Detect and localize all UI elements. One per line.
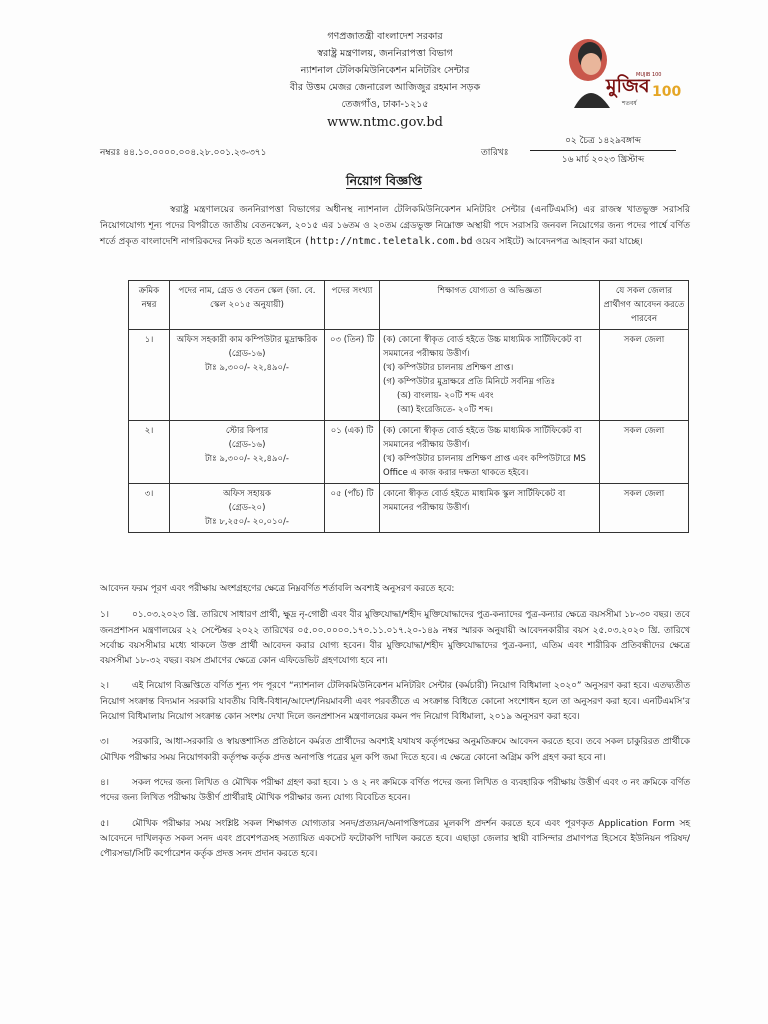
- city-line: তেজগাঁও, ঢাকা-১২১৫: [341, 99, 429, 110]
- condition-text: ০১.০৩.২০২৩ খ্রি. তারিখে সাধারণ প্রার্থী, ক্ষুদ্র নৃ-গোষ্ঠী এবং বীর মুক্তিযোদ্ধা/শহীদ মুক্তিযোদ্ধাদের পুত্র-কন্যাদের পুত্র-কন্যার ক্ষেত্রে বয়সসীমা ১৮-৩০ বছর। তবে জনপ্রশাসন মন্ত্রণালয়ের ২২ সেপ্টেম্বর ২০২২ তারিখের ০৫.০০.০০০০.১৭০.১১.০১৭.২০-১৪৯ নম্বর স্মারক অনুযায়ী আবেদনকারীর বয়স ২৫.০৩.২০২০ খ্রি. তারিখে সর্বোচ্চ বয়সসীমার মধ্যে থাকলে উক্ত প্রার্থী আবেদন করার যোগ্য হবেন। বীর মুক্তিযোদ্ধা/শহীদ মুক্তিযোদ্ধাদের পুত্র-কন্যা, এতিম এবং শারীরিক প্রতিবন্ধীদের ক্ষেত্রে বয়সসীমা ১৮-৩২ বছর। বয়স প্রমাণের ক্ষেত্রে কোন এফিডেভিট গ্রহণযোগ্য হবে না।: [100, 610, 690, 667]
- intro-tail: ওয়েব সাইটে) আবেদনপত্র আহবান করা যাচ্ছে।: [475, 237, 643, 247]
- row-districts: সকল জেলা: [600, 421, 689, 484]
- condition-item: [100, 608, 690, 669]
- condition-text: সরকারি, আধা-সরকারি ও স্বায়ত্তশাসিত প্রতিষ্ঠানে কর্মরত প্রার্থীদের অবশ্যই যথাযথ কর্তৃপক্ষের অনুমতিক্রমে আবেদন করতে হবে। তবে সকল চাকুরিরত প্রার্থীকে মৌখিক পরীক্ষার সময় নিয়োগকারী কর্তৃপক্ষ কর্তৃক প্রদত্ত অনাপত্তি পত্রের মূল কপি জমা দিতে হবে। এ ক্ষেত্রে কোনো অগ্রিম কপি গ্রহণ করা হবে না।: [100, 737, 690, 763]
- date-block: [530, 132, 676, 169]
- header-districts: যে সকল জেলার প্রার্থীগণ আবেদন করতে পারবেন: [600, 281, 689, 330]
- date-gregorian: ১৬ মার্চ ২০২৩ খ্রিস্টাব্দ: [530, 150, 676, 169]
- conditions-section: [100, 582, 690, 872]
- notice-title-text: নিয়োগ বিজ্ঞপ্তি: [346, 173, 422, 188]
- table-row: [129, 484, 689, 533]
- condition-item: [100, 817, 690, 863]
- qual-item: (গ) কম্পিউটার মুদ্রাক্ষরে প্রতি মিনিটে সর্বনিম্ন গতিঃ: [383, 377, 556, 387]
- condition-number: ৩।: [100, 737, 109, 748]
- logo-badge: MUJIB 100: [636, 72, 662, 78]
- qual-item: (ক) কোনো স্বীকৃত বোর্ড হইতে উচ্চ মাধ্যমিক সার্টিফিকেট বা সমমানের পরীক্ষায় উত্তীর্ণ।: [383, 426, 582, 450]
- date-label: তারিখঃ: [481, 148, 509, 158]
- row-qualification: [380, 484, 600, 533]
- row-serial: ২।: [129, 421, 170, 484]
- condition-number: ১।: [100, 610, 109, 621]
- post-grade: (গ্রেড-২০): [228, 503, 266, 513]
- date-bangla: ০২ চৈত্র ১৪২৯বঙ্গাব্দ: [565, 136, 641, 146]
- row-serial: ৩।: [129, 484, 170, 533]
- website-link[interactable]: www.ntmc.gov.bd: [326, 115, 444, 130]
- row-count: ০৩ (তিন) টি: [325, 330, 380, 421]
- condition-number: ৪।: [100, 777, 109, 788]
- memo-number: নম্বরঃ ৪৪.১০.০০০০.০০৪.২৮.০০১.২৩-৩৭১: [100, 148, 267, 158]
- row-post: [170, 484, 325, 533]
- condition-number: ২।: [100, 681, 109, 692]
- post-name: অফিস সহায়ক: [223, 489, 271, 499]
- qual-item: (অ) বাংলায়- ২০টি শব্দ এবং: [397, 391, 494, 401]
- notice-title: [0, 173, 768, 193]
- condition-item: [100, 735, 690, 766]
- logo-year: শতবর্ষ: [622, 100, 637, 107]
- row-count: ০৫ (পাঁচ) টি: [325, 484, 380, 533]
- table-header-row: [129, 281, 689, 330]
- mujib-100-logo: [560, 34, 682, 108]
- intro-paragraph: [100, 203, 690, 251]
- post-pay: টাঃ ৯,৩০০/- ২২,৪৯০/-: [204, 363, 289, 373]
- qual-item: (খ) কম্পিউটার চালনায় প্রশিক্ষণ প্রাপ্ত।: [383, 363, 514, 373]
- condition-text: এই নিয়োগ বিজ্ঞপ্তিতে বর্ণিত শূন্য পদ পূরণে “ন্যাশনাল টেলিকমিউনিকেশন মনিটরিং সেন্টার (কর্মচারী) নিয়োগ বিধিমালা ২০২০” অনুসরণ করা হবে। এতদ্ব্যতীত নিয়োগ সংক্রান্ত বিদ্যমান সরকারি যাবতীয় বিধি-বিধান/আদেশ/নিয়মাবলী এবং পরবর্তীতে এ সংক্রান্ত বিধিতে কোনো সংশোধন হলে তা অনুসরণ করা হবে। এনটিএমসি’র নিয়োগ বিধিমালায় নিয়োগ সংক্রান্ত কোন সংশয় দেখা দিলে জনপ্রশাসন মন্ত্রণালয়ের কমন পদ নিয়োগ বিধিমালা, ২০১৯ অনুসরণ করা হবে।: [100, 681, 690, 723]
- teletalk-link[interactable]: (http://ntmc.teletalk.com.bd: [303, 236, 473, 247]
- post-grade: (গ্রেড-১৬): [228, 349, 266, 359]
- condition-number: ৫।: [100, 818, 109, 829]
- road-line: বীর উত্তম মেজর জেনারেল আজিজুর রহমান সড়ক: [289, 82, 481, 93]
- intro-text: স্বরাষ্ট্র মন্ত্রণালয়ের জননিরাপত্তা বিভাগের অধীনস্থ ন্যাশনাল টেলিকমিউনিকেশন মনিটরিং সেন্টার (এনটিএমসি) এর রাজস্ব খাতভুক্ত সরাসরি নিয়োগযোগ্য শূন্য পদের বিপরীতে জাতীয় বেতনস্কেল, ২০১৫ এর ১৬তম ও ২০তম গ্রেডভুক্ত নিম্নোক্ত অস্থায়ী পদে সরাসরি জনবল নিয়োগের জন্য পদের পার্শ্বে বর্ণিত শর্তে প্রকৃত বাংলাদেশি নাগরিকদের নিকট হতে অনলাইনে: [100, 205, 690, 247]
- post-pay: টাঃ ৯,৩০০/- ২২,৪৯০/-: [204, 454, 289, 464]
- letterhead: [200, 28, 570, 131]
- ministry-line: স্বরাষ্ট্র মন্ত্রণালয়, জননিরাপত্তা বিভাগ: [317, 48, 453, 59]
- org-line: ন্যাশনাল টেলিকমিউনিকেশন মনিটরিং সেন্টার: [300, 65, 470, 76]
- header-qualification: শিক্ষাগত যোগ্যতা ও অভিজ্ঞতা: [380, 281, 600, 330]
- table-row: [129, 330, 689, 421]
- row-qualification: [380, 330, 600, 421]
- condition-item: [100, 776, 690, 807]
- logo-wordmark: মুজিব: [606, 75, 650, 97]
- post-name: স্টোর কিপার: [225, 426, 269, 436]
- row-serial: ১।: [129, 330, 170, 421]
- qual-item: কোনো স্বীকৃত বোর্ড হইতে মাধ্যমিক স্কুল সার্টিফিকেট বা সমমানের পরীক্ষায় উত্তীর্ণ।: [383, 489, 566, 513]
- post-name: অফিস সহকারী কাম কম্পিউটার মুদ্রাক্ষরিক: [176, 335, 318, 345]
- row-post: [170, 330, 325, 421]
- svg-text:100: 100: [652, 84, 682, 100]
- qual-item: (আ) ইংরেজিতে- ২০টি শব্দ।: [397, 405, 493, 415]
- row-count: ০১ (এক) টি: [325, 421, 380, 484]
- qual-item: (ক) কোনো স্বীকৃত বোর্ড হইতে উচ্চ মাধ্যমিক সার্টিফিকেট বা সমমানের পরীক্ষায় উত্তীর্ণ।: [383, 335, 582, 359]
- header-count: পদের সংখ্যা: [325, 281, 380, 330]
- row-post: [170, 421, 325, 484]
- govt-line: গণপ্রজাতন্ত্রী বাংলাদেশ সরকার: [327, 31, 443, 42]
- condition-text: মৌখিক পরীক্ষার সময় সংশ্লিষ্ট সকল শিক্ষাগত যোগ্যতার সনদ/প্রত্যয়ন/অনাপত্তিপত্রের মূলকপি প্রদর্শন করতে হবে এবং পূরণকৃত Application Form সহ আবেদনে দাখিলকৃত সকল সনদ এবং প্রবেশপত্রসহ সত্যায়িত একসেট ফটোকপি দাখিল করতে হবে। এছাড়া জেলার স্থায়ী বাসিন্দার প্রমাণপত্র হিসেবে ইউনিয়ন পরিষদ/পৌরসভা/সিটি কর্পোরেশন কর্তৃক প্রদত্ত সনদ প্রদান করতে হবে।: [100, 818, 690, 860]
- row-districts: সকল জেলা: [600, 330, 689, 421]
- post-grade: (গ্রেড-১৬): [228, 440, 266, 450]
- posts-table: [128, 280, 689, 533]
- condition-item: [100, 679, 690, 725]
- qual-item: (খ) কম্পিউটার চালনায় প্রশিক্ষণ প্রাপ্ত এবং কম্পিউটারে MS Office এ কাজ করার দক্ষতা থাকতে হইবে।: [383, 454, 586, 478]
- table-row: [129, 421, 689, 484]
- post-pay: টাঃ ৮,২৫০/- ২০,০১০/-: [204, 517, 289, 527]
- conditions-lead: আবেদন ফরম পূরণ এবং পরীক্ষায় অংশগ্রহণের ক্ষেত্রে নিম্নবর্ণিত শর্তাবলি অবশ্যই অনুসরণ করতে হবে:: [100, 584, 455, 594]
- header-serial: ক্রমিক নম্বর: [129, 281, 170, 330]
- header-post: পদের নাম, গ্রেড ও বেতন স্কেল (জা. বে. স্কেল ২০১৫ অনুযায়ী): [170, 281, 325, 330]
- row-qualification: [380, 421, 600, 484]
- row-districts: সকল জেলা: [600, 484, 689, 533]
- condition-text: সকল পদের জন্য লিখিত ও মৌখিক পরীক্ষা গ্রহণ করা হবে। ১ ও ২ নং ক্রমিকে বর্ণিত পদের জন্য লিখিত ও ব্যবহারিক পরীক্ষায় উত্তীর্ণ এবং ৩ নং ক্রমিকে বর্ণিত পদের জন্য লিখিত পরীক্ষায় উত্তীর্ণ প্রার্থীরাই মৌখিক পরীক্ষার জন্য যোগ্য বিবেচিত হবেন।: [100, 777, 690, 804]
